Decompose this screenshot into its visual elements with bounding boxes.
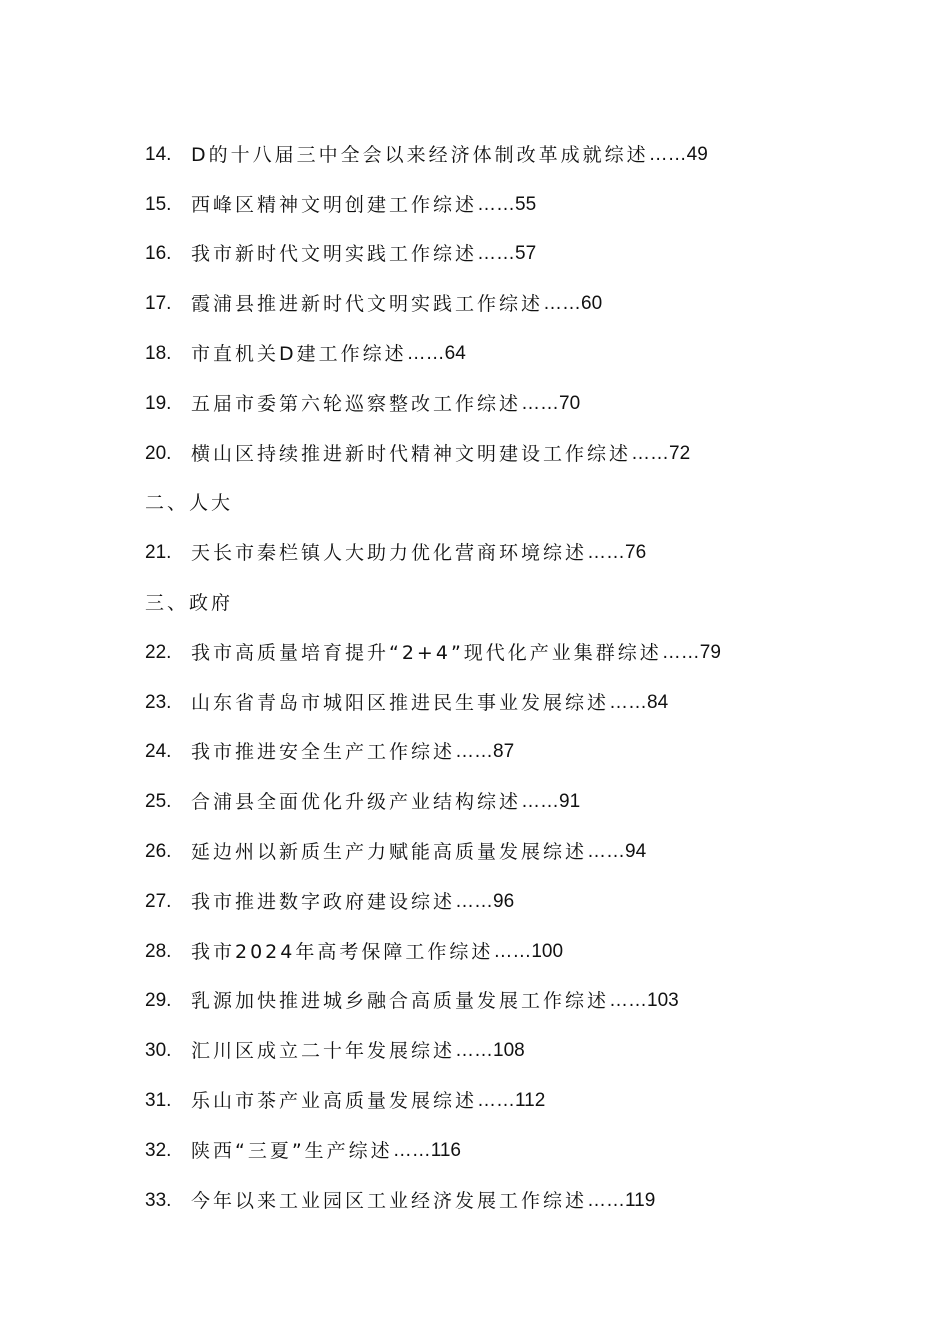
entry-page-number: 96 (493, 890, 515, 912)
entry-title: 五届市委第六轮巡察整改工作综述 (191, 392, 522, 415)
entry-number: 21. (145, 542, 172, 564)
entry-title: 我市2024年高考保障工作综述 (191, 940, 494, 963)
entry-title: 霞浦县推进新时代文明实践工作综述 (191, 293, 544, 316)
toc-entry (145, 329, 905, 379)
leader-dots: …… (543, 293, 582, 315)
entry-number: 31. (145, 1090, 172, 1112)
toc-entry (145, 230, 905, 280)
entry-title: 乐山市茶产业高质量发展综述 (191, 1090, 478, 1113)
entry-number: 22. (145, 641, 172, 663)
entry-title: 天长市秦栏镇人大助力优化营商环境综述 (191, 542, 588, 565)
toc-entry (145, 180, 905, 230)
entry-title: 我市新时代文明实践工作综述 (191, 243, 478, 266)
entry-title: 横山区持续推进新时代精神文明建设工作综述 (191, 442, 632, 465)
toc-section-heading (145, 578, 905, 628)
entry-page-number: 94 (625, 841, 647, 863)
toc-entry (145, 877, 905, 927)
toc-entry (145, 777, 905, 827)
entry-number: 14. (145, 143, 172, 165)
entry-page-number: 119 (625, 1189, 656, 1211)
leader-dots: …… (477, 1090, 516, 1112)
entry-page-number: 60 (581, 293, 603, 315)
entry-number: 33. (145, 1189, 172, 1211)
entry-title: 我市高质量培育提升“2+4”现代化产业集群综述 (191, 641, 662, 664)
entry-page-number: 70 (559, 392, 581, 414)
leader-dots: …… (521, 392, 560, 414)
entry-number: 24. (145, 741, 172, 763)
leader-dots: …… (587, 841, 626, 863)
entry-page-number: 84 (647, 691, 669, 713)
entry-number: 30. (145, 1040, 172, 1062)
entry-title: 我市推进安全生产工作综述 (191, 741, 456, 764)
entry-number: 26. (145, 841, 172, 863)
leader-dots: …… (455, 741, 494, 763)
leader-dots: …… (661, 641, 700, 663)
leader-dots: …… (587, 1189, 626, 1211)
entry-number: 17. (145, 293, 172, 315)
entry-number: 20. (145, 442, 172, 464)
toc-entry (145, 628, 905, 678)
entry-title: 今年以来工业园区工业经济发展工作综述 (191, 1189, 588, 1212)
entry-number: 16. (145, 243, 172, 265)
entry-page-number: 103 (647, 990, 679, 1012)
entry-number: 15. (145, 193, 172, 215)
entry-title: D的十八届三中全会以来经济体制改革成就综述 (191, 143, 649, 166)
toc-entry (145, 1076, 905, 1126)
entry-page-number: 112 (515, 1090, 546, 1112)
entry-title: 市直机关D建工作综述 (191, 343, 407, 366)
toc-entry (145, 927, 905, 977)
entry-number: 29. (145, 990, 172, 1012)
entry-page-number: 116 (430, 1139, 461, 1161)
toc-entry (145, 1126, 905, 1176)
entry-page-number: 87 (493, 741, 515, 763)
toc-entry (145, 1026, 905, 1076)
entry-number: 18. (145, 343, 172, 365)
leader-dots: …… (587, 542, 626, 564)
entry-page-number: 91 (559, 791, 581, 813)
leader-dots: …… (609, 691, 648, 713)
leader-dots: …… (455, 890, 494, 912)
entry-page-number: 72 (669, 442, 691, 464)
entry-title: 山东省青岛市城阳区推进民生事业发展综述 (191, 691, 610, 714)
toc-section-heading (145, 479, 905, 529)
toc-entry (145, 977, 905, 1027)
entry-title: 陕西“三夏”生产综述 (191, 1139, 393, 1162)
entry-title: 我市推进数字政府建设综述 (191, 890, 456, 913)
entry-page-number: 57 (515, 243, 537, 265)
leader-dots: …… (521, 791, 560, 813)
toc-entry (145, 728, 905, 778)
entry-number: 27. (145, 890, 172, 912)
toc-entry (145, 429, 905, 479)
entry-page-number: 76 (625, 542, 647, 564)
entry-title: 延边州以新质生产力赋能高质量发展综述 (191, 841, 588, 864)
entry-page-number: 100 (531, 940, 564, 962)
section-title: 二、人大 (145, 492, 234, 515)
entry-title: 西峰区精神文明创建工作综述 (191, 193, 478, 216)
leader-dots: …… (648, 143, 687, 165)
entry-number: 23. (145, 691, 172, 713)
leader-dots: …… (493, 940, 532, 962)
entry-title: 乳源加快推进城乡融合高质量发展工作综述 (191, 990, 610, 1013)
entry-number: 25. (145, 791, 172, 813)
entry-number: 19. (145, 392, 172, 414)
toc-entry (145, 528, 905, 578)
entry-title: 汇川区成立二十年发展综述 (191, 1040, 456, 1063)
entry-number: 32. (145, 1139, 172, 1161)
leader-dots: …… (477, 193, 516, 215)
leader-dots: …… (477, 243, 516, 265)
entry-number: 28. (145, 940, 172, 962)
entry-page-number: 79 (699, 641, 721, 663)
leader-dots: …… (406, 343, 445, 365)
toc-entry (145, 827, 905, 877)
leader-dots: …… (392, 1139, 431, 1161)
toc-entry (145, 130, 905, 180)
leader-dots: …… (631, 442, 670, 464)
toc-entry (145, 678, 905, 728)
section-title: 三、政府 (145, 592, 234, 615)
toc-entry (145, 379, 905, 429)
entry-title: 合浦县全面优化升级产业结构综述 (191, 791, 522, 814)
entry-page-number: 49 (686, 143, 708, 165)
leader-dots: …… (609, 990, 648, 1012)
toc-entry (145, 1176, 905, 1226)
entry-page-number: 55 (515, 193, 537, 215)
leader-dots: …… (455, 1040, 494, 1062)
entry-page-number: 108 (493, 1040, 525, 1062)
table-of-contents (145, 130, 905, 1226)
toc-entry (145, 279, 905, 329)
entry-page-number: 64 (444, 343, 466, 365)
